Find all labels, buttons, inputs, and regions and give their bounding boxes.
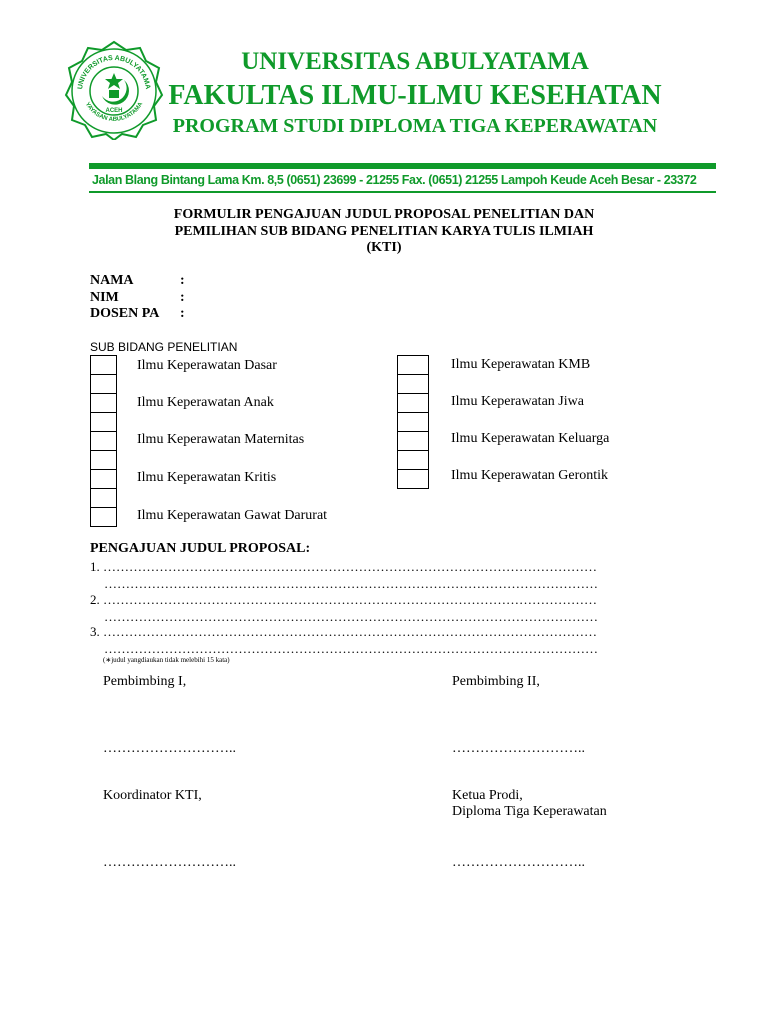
option-keperawatan-dasar: Ilmu Keperawatan Dasar	[137, 358, 277, 373]
nim-label: NIM	[90, 290, 119, 305]
proposal-line-2-continued[interactable]: ……………………………………………………………………………………………………	[104, 609, 598, 624]
dosen-pa-field[interactable]: :	[180, 306, 185, 321]
checkbox-keperawatan-kritis[interactable]	[91, 470, 116, 489]
checkbox-keperawatan-gawat-darurat[interactable]	[91, 508, 116, 526]
option-keperawatan-maternitas: Ilmu Keperawatan Maternitas	[137, 432, 305, 447]
program-name: PROGRAM STUDI DIPLOMA TIGA KEPERAWATAN	[172, 115, 658, 137]
checkbox-spacer	[91, 413, 116, 432]
form-title-line: PEMILIHAN SUB BIDANG PENELITIAN KARYA TULIS ILMIAH	[174, 223, 594, 239]
logo-city-text: ACEH	[105, 108, 123, 114]
checkbox-keperawatan-jiwa[interactable]	[398, 394, 428, 413]
header-divider-thin	[89, 191, 716, 193]
dosen-pa-label: DOSEN PA	[90, 306, 160, 321]
nama-field[interactable]: :	[180, 273, 185, 288]
form-title	[90, 207, 678, 257]
checkbox-keperawatan-dasar[interactable]	[91, 356, 116, 375]
proposal-line-2[interactable]: 2. ……………………………………………………………………………………………………	[90, 592, 597, 607]
option-keperawatan-kmb: Ilmu Keperawatan KMB	[451, 357, 591, 372]
faculty-name: FAKULTAS ILMU-ILMU KESEHATAN	[168, 80, 662, 111]
checkbox-spacer	[91, 451, 116, 470]
checkbox-keperawatan-keluarga[interactable]	[398, 432, 428, 451]
koordinator-signature-line[interactable]: ………………………..	[103, 855, 236, 870]
ketua-prodi-signature-line[interactable]: ………………………..	[452, 855, 585, 870]
nim-field[interactable]: :	[180, 290, 185, 305]
form-title-line: FORMULIR PENGAJUAN JUDUL PROPOSAL PENELITIAN DAN	[173, 207, 595, 222]
proposal-line-1-continued[interactable]: ……………………………………………………………………………………………………	[104, 576, 598, 591]
ketua-prodi-program: Diploma Tiga Keperawatan	[452, 804, 607, 819]
ketua-prodi-label: Ketua Prodi,	[452, 788, 523, 803]
sub-bidang-heading: SUB BIDANG PENELITIAN	[90, 340, 238, 354]
checkbox-keperawatan-anak[interactable]	[91, 394, 116, 413]
proposal-heading: PENGAJUAN JUDUL PROPOSAL:	[90, 541, 311, 556]
nama-label: NAMA	[90, 273, 134, 288]
proposal-line-3-continued[interactable]: ……………………………………………………………………………………………………	[104, 641, 598, 656]
option-keperawatan-gawat-darurat: Ilmu Keperawatan Gawat Darurat	[137, 508, 328, 523]
koordinator-label: Koordinator KTI,	[103, 788, 202, 803]
checkbox-keperawatan-kmb[interactable]	[398, 356, 428, 375]
checkbox-spacer	[398, 451, 428, 470]
header-divider-thick	[89, 163, 716, 169]
pembimbing-2-label: Pembimbing II,	[452, 674, 540, 689]
option-keperawatan-keluarga: Ilmu Keperawatan Keluarga	[451, 431, 610, 446]
option-keperawatan-gerontik: Ilmu Keperawatan Gerontik	[451, 468, 609, 483]
right-checkbox-column	[397, 355, 429, 489]
option-keperawatan-anak: Ilmu Keperawatan Anak	[137, 395, 274, 410]
left-checkbox-column	[90, 355, 117, 527]
pembimbing-2-signature-line[interactable]: ………………………..	[452, 741, 585, 756]
checkbox-keperawatan-gerontik[interactable]	[398, 470, 428, 488]
checkbox-keperawatan-maternitas[interactable]	[91, 432, 116, 451]
proposal-line-1[interactable]: 1. ……………………………………………………………………………………………………	[90, 559, 597, 574]
checkbox-spacer	[398, 375, 428, 394]
address-line: Jalan Blang Bintang Lama Km. 8,5 (0651) 23699 - 21255 Fax. (0651) 21255 Lampoh Keude Aceh Besar - 23372	[92, 173, 697, 187]
logo-top-text: UNIVERSITAS ABULYATAMA	[77, 54, 151, 90]
university-name: UNIVERSITAS ABULYATAMA	[241, 48, 589, 75]
option-keperawatan-jiwa: Ilmu Keperawatan Jiwa	[451, 394, 584, 409]
checkbox-spacer	[398, 413, 428, 432]
option-keperawatan-kritis: Ilmu Keperawatan Kritis	[137, 470, 277, 485]
pembimbing-1-signature-line[interactable]: ………………………..	[103, 741, 236, 756]
proposal-line-3[interactable]: 3. ……………………………………………………………………………………………………	[90, 624, 597, 639]
word-limit-note: (∗judul yangdiaukan tidak melebihi 15 kata)	[103, 656, 230, 664]
pembimbing-1-label: Pembimbing I,	[103, 674, 187, 689]
checkbox-spacer	[91, 489, 116, 508]
form-title-line: (KTI)	[366, 240, 402, 255]
checkbox-spacer	[91, 375, 116, 394]
logo-bottom-text: YAYASAN ABULYATAMA	[83, 101, 145, 123]
